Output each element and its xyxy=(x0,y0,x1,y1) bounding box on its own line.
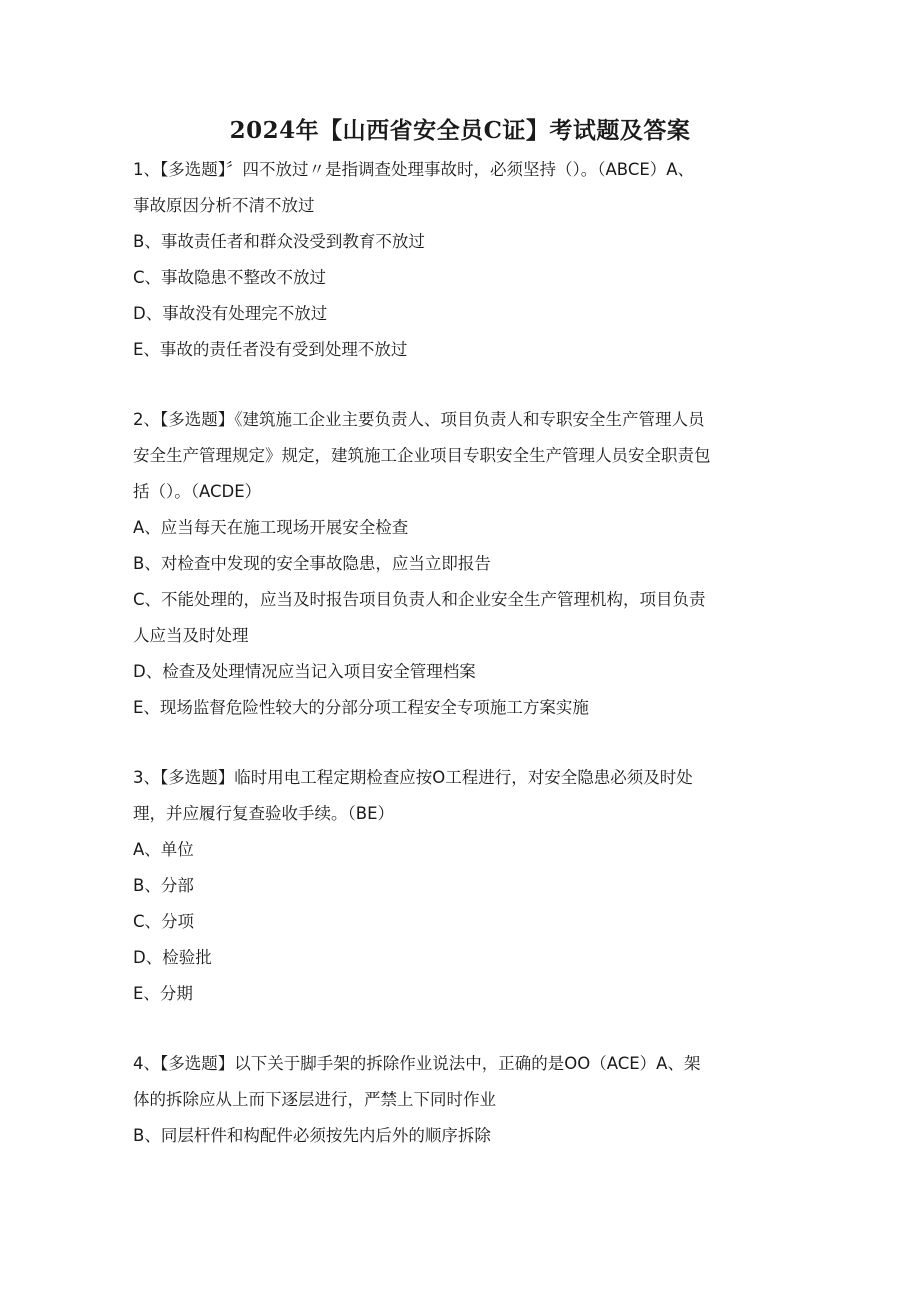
question-2 xyxy=(133,402,793,726)
answer-option: D、检验批 xyxy=(133,948,212,967)
question-stem-line: 括（）。（ACDE） xyxy=(133,482,262,501)
answer-option: D、事故没有处理完不放过 xyxy=(133,304,328,323)
answer-option: B、同层杆件和构配件必须按先内后外的顺序拆除 xyxy=(133,1126,491,1145)
question-4 xyxy=(133,1046,793,1154)
answer-option: C、分项 xyxy=(133,912,195,931)
answer-option: B、分部 xyxy=(133,876,194,895)
answer-option: B、对检查中发现的安全事故隐患，应当立即报告 xyxy=(133,554,491,573)
question-3 xyxy=(133,760,793,1012)
answer-option: A、应当每天在施工现场开展安全检查 xyxy=(133,518,409,537)
answer-option: E、事故的责任者没有受到处理不放过 xyxy=(133,340,408,359)
question-stem xyxy=(133,760,793,832)
question-stem xyxy=(133,402,793,510)
question-list xyxy=(133,152,793,1188)
question-stem-line: 3、【多选题】临时用电工程定期检查应按O工程进行，对安全隐患必须及时处 xyxy=(133,768,693,787)
question-stem-line: 事故原因分析不清不放过 xyxy=(133,196,315,215)
question-stem xyxy=(133,1046,793,1118)
question-stem-line: 2、【多选题】《建筑施工企业主要负责人、项目负责人和专职安全生产管理人员 xyxy=(133,410,705,429)
question-stem xyxy=(133,152,793,224)
answer-option: E、现场监督危险性较大的分部分项工程安全专项施工方案实施 xyxy=(133,698,589,717)
question-stem-line: 1、【多选题】〞四不放过〃是指调查处理事故时，必须坚持（）。（ABCE）A、 xyxy=(133,160,695,179)
document-title: 2024年【山西省安全员C证】考试题及答案 xyxy=(229,117,691,144)
answer-option: C、不能处理的，应当及时报告项目负责人和企业安全生产管理机构，项目负责 xyxy=(133,590,706,609)
answer-option: B、事故责任者和群众没受到教育不放过 xyxy=(133,232,425,251)
answer-option-continuation: 人应当及时处理 xyxy=(133,626,249,645)
question-stem-line: 体的拆除应从上而下逐层进行，严禁上下同时作业 xyxy=(133,1090,496,1109)
answer-option: C、事故隐患不整改不放过 xyxy=(133,268,327,287)
question-stem-line: 4、【多选题】以下关于脚手架的拆除作业说法中，正确的是OO（ACE）A、架 xyxy=(133,1054,701,1073)
answer-option: E、分期 xyxy=(133,984,193,1003)
question-stem-line: 理，并应履行复查验收手续。（BE） xyxy=(133,804,394,823)
question-1 xyxy=(133,152,793,368)
question-stem-line: 安全生产管理规定》规定，建筑施工企业项目专职安全生产管理人员安全职责包 xyxy=(133,446,711,465)
answer-option: A、单位 xyxy=(133,840,194,859)
answer-option: D、检查及处理情况应当记入项目安全管理档案 xyxy=(133,662,476,681)
